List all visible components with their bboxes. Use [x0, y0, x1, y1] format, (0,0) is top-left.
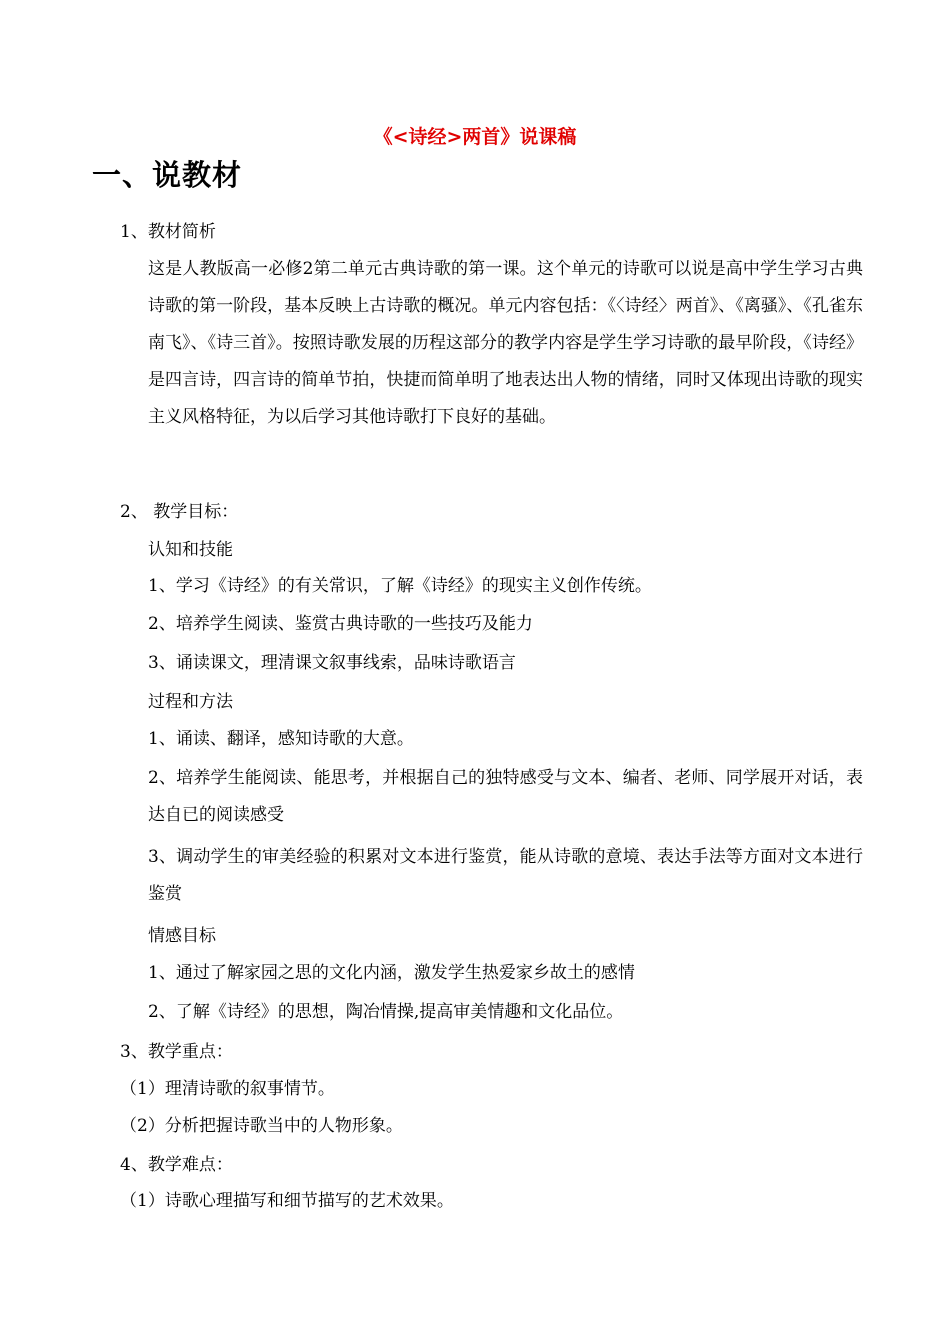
goal-item: 1、学习《诗经》的有关常识，了解《诗经》的现实主义创作传统。 — [148, 576, 652, 596]
goal-item: 1、通过了解家园之思的文化内涵，激发学生热爱家乡故土的感情 — [148, 963, 635, 983]
goal-heading-cognition: 认知和技能 — [148, 540, 233, 560]
difficulty-point: （1）诗歌心理描写和细节描写的艺术效果。 — [120, 1191, 454, 1211]
item-label-difficulties: 4、教学难点： — [120, 1155, 233, 1175]
goal-item: 3、诵读课文，理清课文叙事线索，品味诗歌语言 — [148, 653, 516, 673]
key-point: （1）理清诗歌的叙事情节。 — [120, 1079, 335, 1099]
goal-heading-emotion: 情感目标 — [148, 926, 216, 946]
item-label-key-points: 3、教学重点： — [120, 1042, 233, 1062]
textbook-analysis-paragraph: 这是人教版高一必修2第二单元古典诗歌的第一课。这个单元的诗歌可以说是高中学生学习古典诗歌的第一阶段，基本反映上古诗歌的概况。单元内容包括：《〈诗经〉两首》、《离骚》、《孔雀东南飞》、《诗三首》。按照诗歌发展的历程这部分的教学内容是学生学习诗歌的最早阶段，《诗经》是四言诗，四言诗的简单节拍，快捷而简单明了地表达出人物的情绪，同时又体现出诗歌的现实主义风格特征，为以后学习其他诗歌打下良好的基础。 — [148, 259, 863, 427]
item-label-textbook-analysis: 1、教材简析 — [120, 222, 216, 242]
page-title: 《<诗经>两首》说课稿 — [373, 126, 577, 148]
goal-item: 2、培养学生能阅读、能思考，并根据自己的独特感受与文本、编者、老师、同学展开对话，表达自已的阅读感受 — [148, 768, 863, 825]
goal-item: 1、诵读、翻译，感知诗歌的大意。 — [148, 729, 414, 749]
key-point: （2）分析把握诗歌当中的人物形象。 — [120, 1116, 403, 1136]
section-heading: 一、说教材 — [92, 158, 243, 192]
goal-item: 2、了解《诗经》的思想，陶冶情操,提高审美情趣和文化品位。 — [148, 1002, 624, 1022]
goal-item: 2、培养学生阅读、鉴赏古典诗歌的一些技巧及能力 — [148, 614, 533, 634]
item-label-teaching-goals: 2、 教学目标： — [120, 502, 239, 522]
goal-heading-process: 过程和方法 — [148, 692, 233, 712]
goal-item: 3、调动学生的审美经验的积累对文本进行鉴赏，能从诗歌的意境、表达手法等方面对文本进行鉴赏 — [148, 847, 863, 904]
